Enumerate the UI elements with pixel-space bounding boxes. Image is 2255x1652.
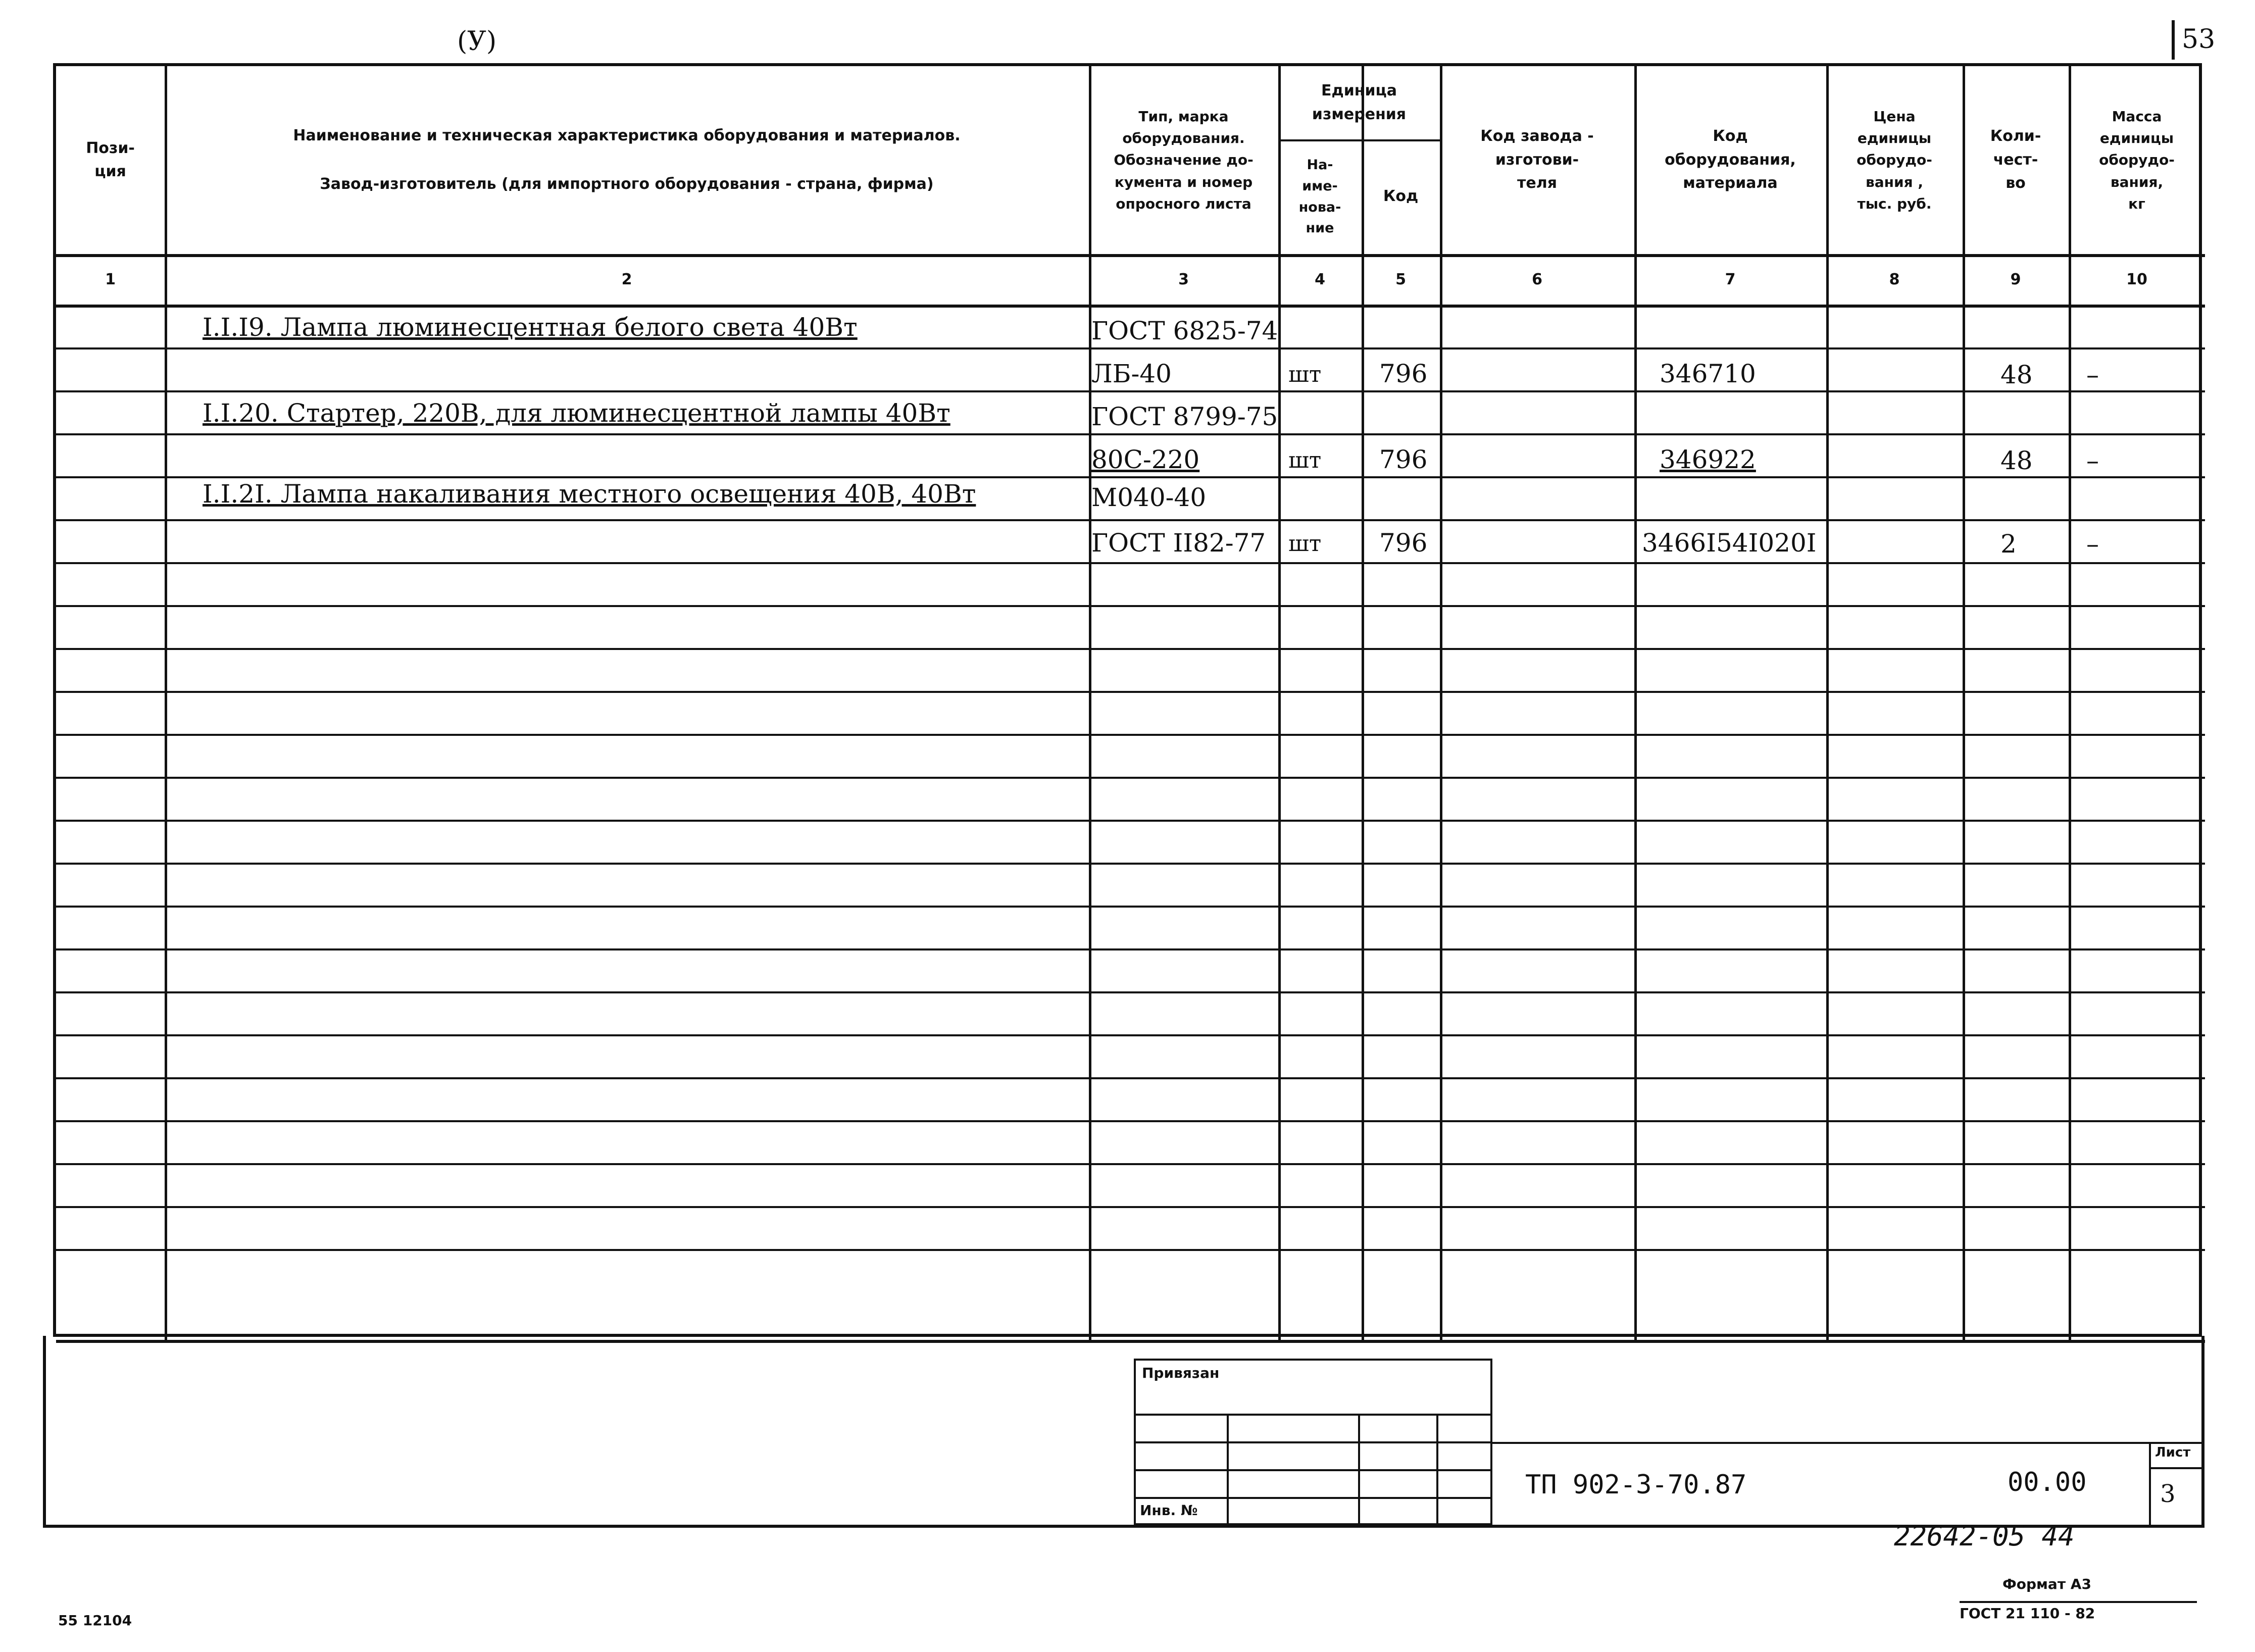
sheet-label: Лист: [2155, 1445, 2191, 1460]
column-numbers-divider: [56, 305, 2205, 308]
col-number: 4: [1315, 270, 1325, 288]
item-type: М040-40: [1091, 483, 1207, 512]
row-line: [56, 1249, 2205, 1251]
col-number: 8: [1889, 270, 1900, 288]
header-position: Пози- ция: [86, 139, 135, 180]
row-line: [56, 390, 2205, 392]
row-line: [56, 948, 2205, 950]
item-type: ГОСТ 8799-75: [1091, 402, 1278, 431]
page-number-divider: [2172, 20, 2175, 60]
row-line: [56, 777, 2205, 779]
approval-stamp: [1134, 1359, 1492, 1525]
row-line: [56, 347, 2205, 349]
item-quantity: 48: [2000, 446, 2033, 475]
stamp-col-line: [1436, 1414, 1438, 1523]
col-number: 7: [1725, 270, 1736, 288]
row-line: [56, 906, 2205, 908]
row-line: [56, 1163, 2205, 1165]
item-type: ГОСТ II82-77: [1091, 528, 1266, 558]
item-unit-code: 796: [1379, 445, 1428, 474]
col-number: 9: [2010, 270, 2021, 288]
row-line: [56, 1120, 2205, 1122]
spec-table: [53, 63, 2202, 1337]
col-number: 5: [1395, 270, 1406, 288]
row-line: [56, 476, 2205, 478]
header-unit-code: Код: [1383, 187, 1419, 206]
item-unit: шт: [1288, 362, 1322, 387]
item-quantity: 2: [2000, 529, 2017, 559]
header-type: Тип, марка оборудования. Обозначение до- кумента и номер опросного листа: [1114, 108, 1254, 213]
header-unit-name: На- име- нова- ние: [1298, 157, 1341, 236]
col-number: 3: [1178, 270, 1189, 288]
document-suffix: 00.00: [2008, 1467, 2087, 1497]
gost-footer: ГОСТ 21 110 - 82: [1960, 1601, 2197, 1622]
col-number: 1: [105, 270, 116, 288]
col-number: 6: [1532, 270, 1542, 288]
sheet-divider: [2151, 1467, 2202, 1469]
row-line: [56, 1206, 2205, 1208]
item-type: 80С-220: [1091, 445, 1200, 474]
header-name-line1: Наименование и техническая характеристика оборудования и материалов.: [293, 126, 961, 144]
item-name: I.I.20. Стартер, 220В, для люминесцентной лампы 40Вт: [203, 398, 950, 428]
item-quantity: 48: [2000, 360, 2033, 389]
header-price: Цена единицы оборудо- вания , тыс. руб.: [1857, 108, 1932, 213]
item-unit: шт: [1288, 531, 1322, 557]
page-number: 53: [2182, 24, 2216, 55]
col-number: 2: [621, 270, 632, 288]
header-name-cell: [165, 66, 1089, 254]
item-mass: –: [2086, 360, 2099, 389]
item-material-code: 346710: [1660, 359, 1756, 388]
item-material-code: 3466I54I020I: [1642, 528, 1817, 558]
item-unit: шт: [1288, 447, 1322, 473]
ss-code: 55 12104: [58, 1612, 132, 1629]
header-unit-group: Единица измерения: [1312, 82, 1407, 123]
col-number: 10: [2126, 270, 2147, 288]
handwritten-code: 22642-05 44: [1894, 1520, 2075, 1552]
item-name: I.I.2I. Лампа накаливания местного освещения 40В, 40Вт: [203, 479, 976, 509]
stamp-inv-label: Инв. №: [1140, 1502, 1198, 1519]
item-material-code: 346922: [1660, 445, 1756, 474]
header-factory-code: Код завода - изготови- теля: [1480, 127, 1594, 192]
item-type: ГОСТ 6825-74: [1091, 316, 1278, 345]
item-name: I.I.I9. Лампа люминесцентная белого света 40Вт: [203, 313, 858, 342]
row-line: [56, 734, 2205, 736]
row-line: [56, 820, 2205, 822]
item-mass: –: [2086, 529, 2099, 559]
item-mass: –: [2086, 446, 2099, 475]
header-quantity: Коли- чест- во: [1990, 127, 2041, 192]
header-material-code: Код оборудования, материала: [1665, 127, 1796, 192]
format-label: Формат А3: [2002, 1576, 2091, 1592]
item-unit-code: 796: [1379, 528, 1428, 558]
header-mass: Масса единицы оборудо- вания, кг: [2099, 108, 2175, 213]
stamp-col-line: [1227, 1414, 1229, 1523]
row-line: [56, 1077, 2205, 1079]
row-line: [56, 691, 2205, 693]
row-line: [56, 605, 2205, 607]
sheet-number: 3: [2160, 1480, 2176, 1508]
page-number-box: [2172, 20, 2242, 61]
top-mark: (У): [457, 26, 497, 57]
row-line: [56, 1034, 2205, 1036]
row-line: [56, 519, 2205, 521]
item-unit-code: 796: [1379, 359, 1428, 388]
document-code: ТП 902-3-70.87: [1525, 1470, 1747, 1500]
row-line: [56, 648, 2205, 650]
row-line: [56, 433, 2205, 435]
header-name-line2: Завод-изготовитель (для импортного оборудования - страна, фирма): [320, 175, 934, 193]
stamp-attached-label: Привязан: [1142, 1365, 1220, 1381]
row-line: [56, 991, 2205, 993]
stamp-col-line: [1358, 1414, 1360, 1523]
item-type: ЛБ-40: [1091, 359, 1172, 388]
row-line: [56, 863, 2205, 865]
row-line: [56, 562, 2205, 564]
sheet-box: [2149, 1442, 2202, 1525]
